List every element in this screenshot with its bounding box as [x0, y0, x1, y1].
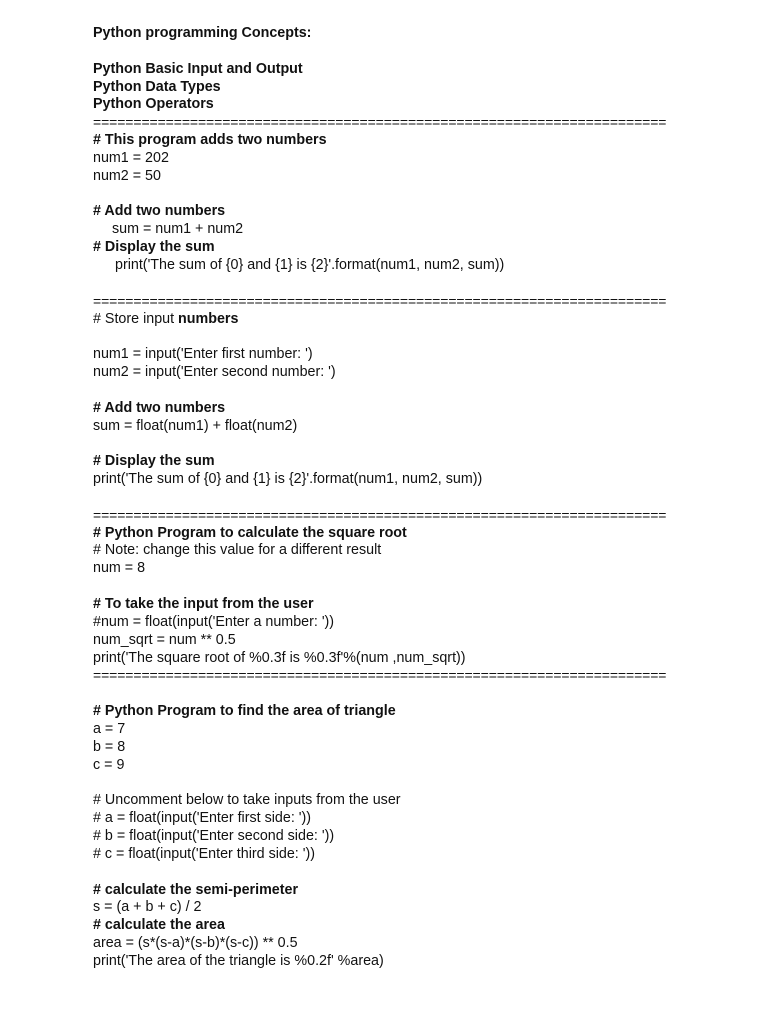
code-line: sum = num1 + num2	[112, 221, 244, 238]
code-line: b = 8	[93, 738, 126, 755]
code-line: print('The square root of %0.3f is %0.3f'%(num ,num_sqrt))	[93, 649, 466, 666]
code-line: print('The area of the triangle is %0.2f' %area)	[93, 952, 384, 969]
code-line: sum = float(num1) + float(num2)	[93, 417, 298, 434]
code-line: s = (a + b + c) / 2	[93, 899, 202, 916]
code-line: num1 = input('Enter first number: ')	[93, 346, 313, 363]
section4-comment-semi: # calculate the semi-perimeter	[93, 881, 299, 898]
blank-line	[93, 328, 683, 346]
section4-comment-area: # calculate the area	[93, 917, 225, 934]
comment-line: # Note: change this value for a different result	[93, 542, 382, 559]
blank-line	[93, 489, 683, 507]
code-line: #num = float(input('Enter a number: '))	[93, 613, 335, 630]
blank-line	[93, 435, 683, 453]
section1-comment-add: # Add two numbers	[93, 203, 226, 220]
code-line: # c = float(input('Enter third side: '))	[93, 845, 315, 862]
section3-comment-title: # Python Program to calculate the square root	[93, 524, 407, 541]
section2-comment-display: # Display the sum	[93, 453, 215, 470]
blank-line	[93, 578, 683, 596]
code-line: num_sqrt = num ** 0.5	[93, 631, 236, 648]
blank-line	[93, 275, 683, 293]
code-line: # a = float(input('Enter first side: '))	[93, 810, 312, 827]
blank-line	[93, 864, 683, 882]
blank-line	[93, 43, 683, 61]
section2-comment-store	[93, 311, 683, 329]
document-title: Python programming Concepts:	[93, 25, 312, 41]
separator-line: =======================================================================	[93, 506, 667, 523]
code-line: print('The sum of {0} and {1} is {2}'.format(num1, num2, sum))	[93, 471, 483, 488]
code-line: # b = float(input('Enter second side: '))	[93, 827, 335, 844]
section1-comment-display: # Display the sum	[93, 239, 215, 256]
blank-line	[93, 685, 683, 703]
code-line: num1 = 202	[93, 149, 169, 166]
topic-item: Python Basic Input and Output	[93, 60, 303, 77]
code-line: print('The sum of {0} and {1} is {2}'.format(num1, num2, sum))	[115, 256, 505, 273]
separator-line: =======================================================================	[93, 667, 667, 684]
code-line: a = 7	[93, 720, 126, 737]
code-line: c = 9	[93, 756, 125, 773]
separator-line: =======================================================================	[93, 114, 667, 131]
code-line: area = (s*(s-a)*(s-b)*(s-c)) ** 0.5	[93, 935, 298, 952]
comment-text: # Store input	[93, 310, 179, 327]
separator-line: =======================================================================	[93, 292, 667, 309]
section1-comment-title: # This program adds two numbers	[93, 132, 327, 149]
blank-line	[93, 186, 683, 204]
section2-comment-add: # Add two numbers	[93, 399, 226, 416]
document-page	[93, 25, 683, 971]
topic-item: Python Operators	[93, 96, 214, 113]
code-line: num = 8	[93, 560, 146, 577]
topic-item: Python Data Types	[93, 78, 221, 95]
code-line: num2 = 50	[93, 167, 161, 184]
blank-line	[93, 774, 683, 792]
section3-comment-input: # To take the input from the user	[93, 596, 314, 612]
blank-line	[93, 382, 683, 400]
comment-line: # Uncomment below to take inputs from the user	[93, 792, 401, 809]
comment-bold-text: numbers	[178, 310, 239, 327]
section4-comment-title: # Python Program to find the area of triangle	[93, 703, 396, 720]
code-line: num2 = input('Enter second number: ')	[93, 364, 336, 381]
